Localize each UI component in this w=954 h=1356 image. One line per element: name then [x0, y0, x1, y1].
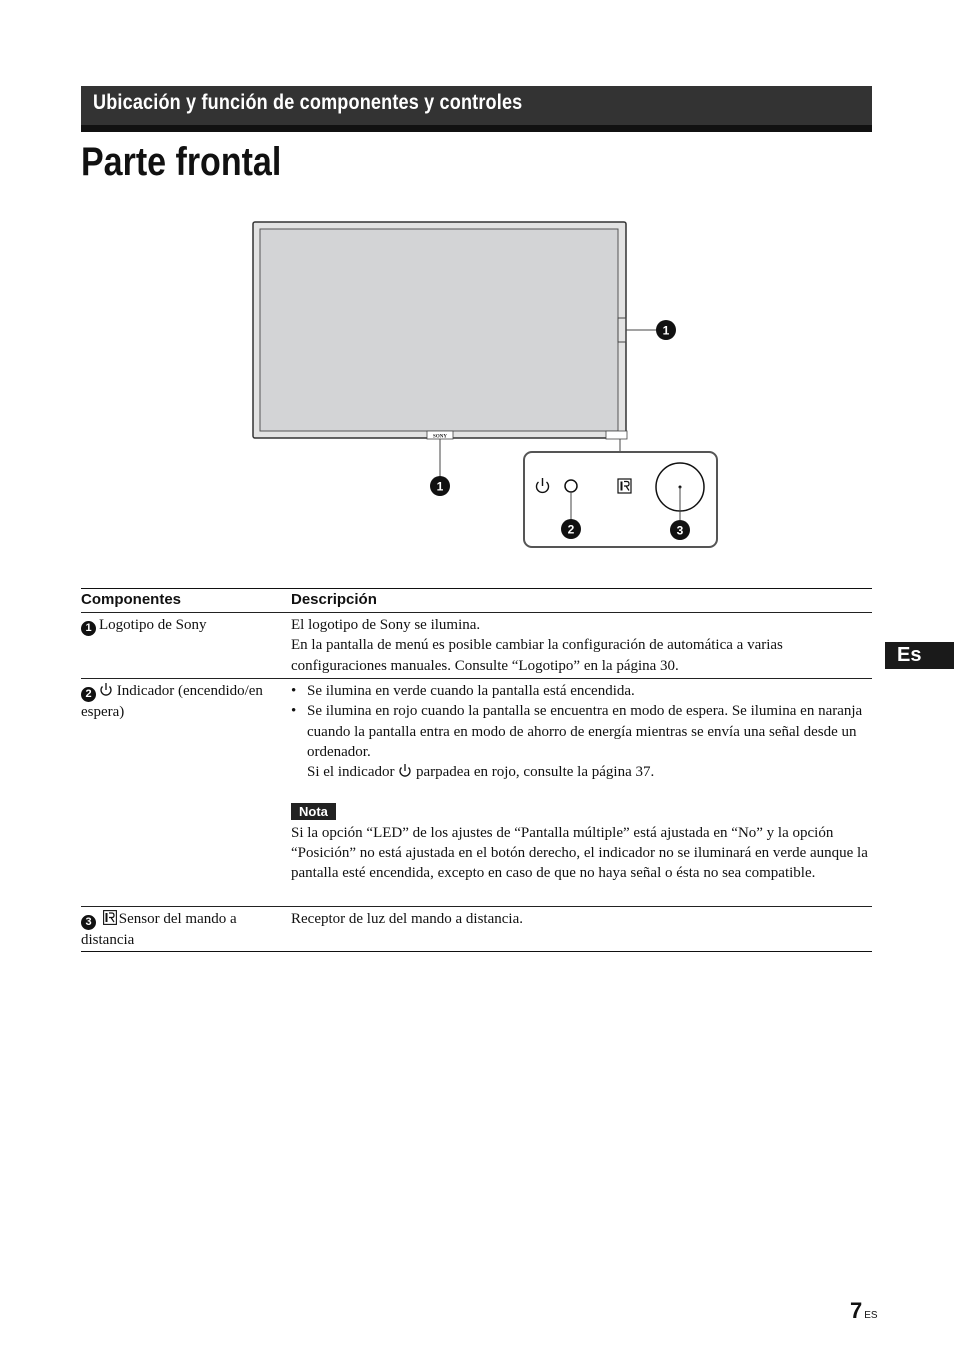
page-number: [850, 1298, 878, 1324]
sony-logo-text: SONY: [433, 434, 447, 440]
row-1-description: [291, 615, 873, 676]
callout-2-label: 2: [567, 522, 575, 537]
row-1-component: [81, 615, 281, 636]
row-2-component: [81, 681, 281, 722]
callout-1-right-label: 1: [662, 323, 670, 338]
row-2-bullet-2: • Se ilumina en rojo cuando la pantalla se encuentra en modo de espera. Se ilumina en naranja cuando la pantalla entra en modo de ahorro de energía mientras se envía una señal desde un ordenador.: [291, 701, 873, 762]
table-row: [81, 612, 872, 678]
front-panel-diagram: [0, 0, 954, 600]
power-icon: [99, 682, 113, 697]
language-tab: Es: [885, 642, 954, 669]
note-label: Nota: [291, 803, 336, 820]
table-header-row: [81, 588, 872, 612]
row-2-bullet-1: • Se ilumina en verde cuando la pantalla está encendida.: [291, 681, 873, 701]
row-1-desc-line-1: El logotipo de Sony se ilumina.: [291, 617, 481, 633]
row-2-note-text: Si la opción “LED” de los ajustes de “Pantalla múltiple” está ajustada en “No” y la opción “Posición” no está ajustada en el botón derecho, el indicador no se iluminará en verde aunque la pantalla esté encendida, excepto en caso de que no haya señal o ésta no sea compatible.: [291, 824, 868, 882]
remote-sensor-icon: [103, 910, 117, 925]
header-components: Componentes: [81, 591, 182, 608]
page-title: Parte frontal: [81, 140, 282, 184]
table-row: [81, 678, 872, 906]
row-3-component-label: Sensor del mando a distancia: [81, 911, 237, 948]
row-3-component: [81, 909, 281, 950]
row-1-desc-line-2: En la pantalla de menú es posible cambiar la configuración de automática a varias configuraciones manuales. Consulte “Logotipo” en la página 30.: [291, 637, 783, 674]
row-2-bullet-list: [291, 681, 873, 762]
section-title: Ubicación y función de componentes y controles: [93, 91, 523, 114]
number-3-badge: 3: [81, 915, 96, 930]
power-icon: [398, 763, 412, 778]
row-2-description: [291, 681, 873, 884]
number-2-badge: 2: [81, 687, 96, 702]
remote-sensor-icon: [618, 479, 631, 493]
display-screen: [260, 229, 618, 431]
components-table: [81, 588, 872, 952]
page-number-value: 7: [850, 1298, 863, 1323]
callout-3-label: 3: [676, 523, 684, 538]
sensor-plate: [606, 431, 627, 439]
indicator-led: [565, 480, 577, 492]
header-description: Descripción: [291, 591, 377, 608]
page-number-suffix: ES: [864, 1310, 878, 1321]
row-2-blink-line: Si el indicador parpadea en rojo, consulte la página 37.: [307, 764, 655, 781]
row-2-component-label: Indicador (encendido/en espera): [81, 683, 263, 720]
callout-1-bottom-label: 1: [436, 479, 444, 494]
number-1-badge: 1: [81, 621, 96, 636]
table-row: [81, 906, 872, 952]
row-3-description: Receptor de luz del mando a distancia.: [291, 911, 523, 927]
row-1-component-label: Logotipo de Sony: [99, 617, 207, 633]
